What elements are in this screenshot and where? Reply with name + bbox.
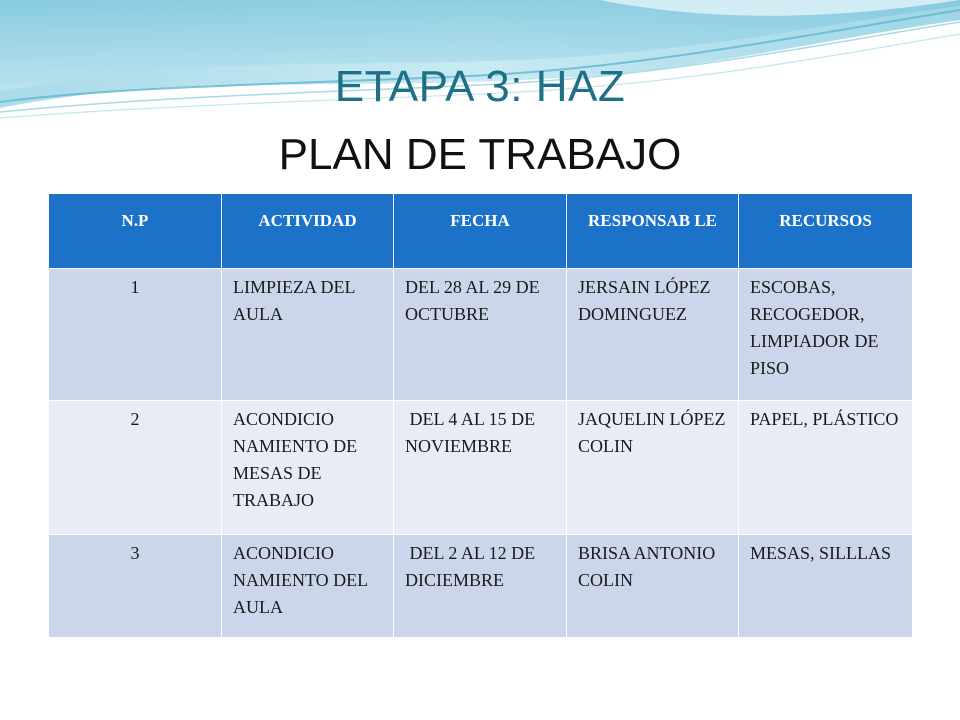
cell-responsable: JERSAIN LÓPEZ DOMINGUEZ [567,269,739,401]
cell-fecha: DEL 28 AL 29 DE OCTUBRE [394,269,567,401]
cell-recursos: ESCOBAS, RECOGEDOR, LIMPIADOR DE PISO [739,269,913,401]
cell-recursos: MESAS, SILLLAS [739,535,913,638]
table-row [49,535,913,638]
table-row [49,269,913,401]
cell-np: 3 [49,535,222,638]
cell-responsable: JAQUELIN LÓPEZ COLIN [567,401,739,535]
slide-title: ETAPA 3: HAZ [334,62,626,111]
cell-np: 1 [49,269,222,401]
header-fecha: FECHA [394,194,567,269]
cell-fecha: DEL 2 AL 12 DE DICIEMBRE [394,535,567,638]
work-plan-table [48,193,913,638]
cell-responsable: BRISA ANTONIO COLIN [567,535,739,638]
cell-actividad: ACONDICIO NAMIENTO DE MESAS DE TRABAJO [222,401,394,535]
cell-fecha: DEL 4 AL 15 DE NOVIEMBRE [394,401,567,535]
cell-recursos: PAPEL, PLÁSTICO [739,401,913,535]
table-row [49,401,913,535]
header-np: N.P [49,194,222,269]
cell-np: 2 [49,401,222,535]
table-header-row [49,194,913,269]
slide-subtitle: PLAN DE TRABAJO [278,130,682,179]
header-actividad: ACTIVIDAD [222,194,394,269]
header-recursos: RECURSOS [739,194,913,269]
cell-actividad: ACONDICIO NAMIENTO DEL AULA [222,535,394,638]
header-responsable: RESPONSAB LE [567,194,739,269]
cell-actividad: LIMPIEZA DEL AULA [222,269,394,401]
